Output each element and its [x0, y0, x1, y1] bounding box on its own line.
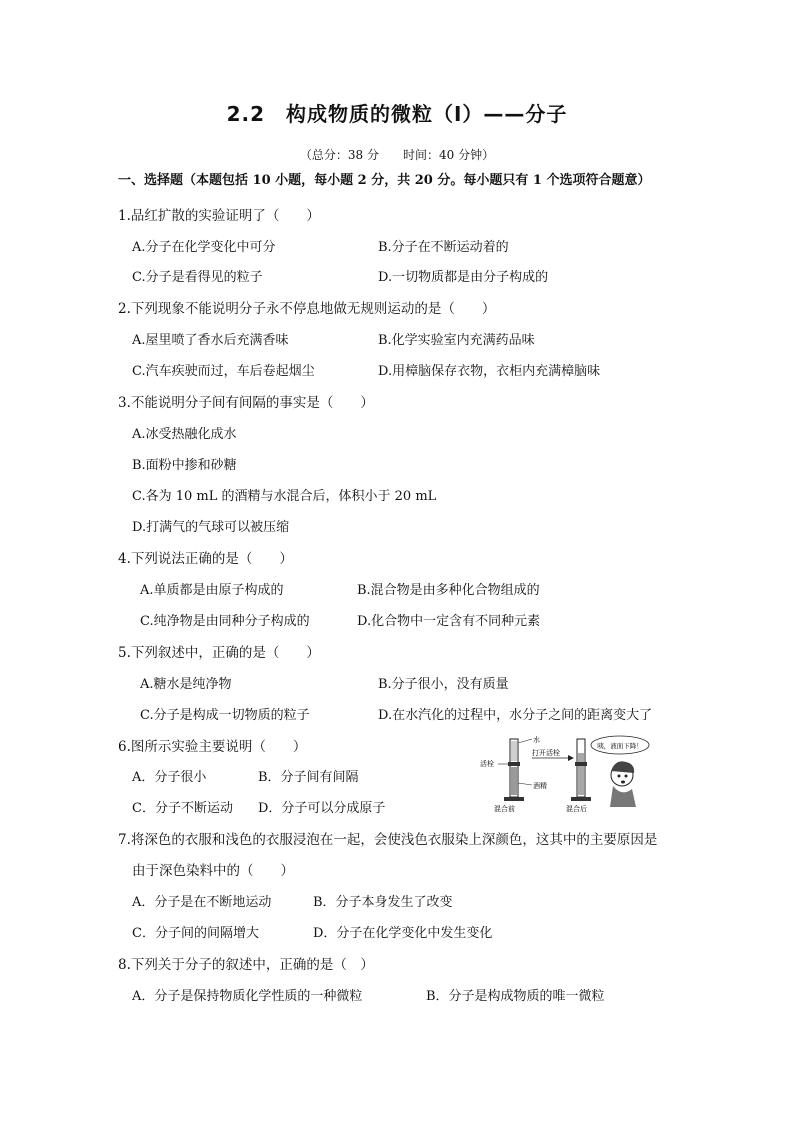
question-3-option-d: D.打满气的气球可以被压缩: [132, 520, 290, 535]
question-8-option-b: B．分子是构成物质的唯一微粒: [426, 989, 605, 1004]
question-8-stem: 8.下列关于分子的叙述中，正确的是（ ）: [118, 957, 374, 973]
question-1-option-d: D.一切物质都是由分子构成的: [378, 270, 549, 285]
question-4-option-d: D.化合物中一定含有不同种元素: [357, 614, 541, 629]
question-2-stem: 2.下列现象不能说明分子永不停息地做无规则运动的是（ ）: [118, 301, 496, 317]
question-7-option-a: A．分子是在不断地运动: [132, 895, 272, 910]
label-after: 混合后: [566, 805, 587, 813]
label-before: 混合前: [494, 805, 515, 813]
page-title: 2.2 构成物质的微粒（Ⅰ）——分子: [226, 102, 568, 126]
question-5-stem: 5.下列叙述中，正确的是（ ）: [118, 645, 320, 661]
question-4-option-b: B.混合物是由多种化合物组成的: [357, 583, 540, 598]
person-illustration: [610, 761, 636, 807]
question-7-option-d: D．分子在化学变化中发生变化: [313, 926, 493, 941]
label-open-plug: 打开活栓: [532, 749, 560, 757]
question-2-option-d: D.用樟脑保存衣物，衣柜内充满樟脑味: [378, 364, 601, 379]
question-5-option-a: A.糖水是纯净物: [140, 677, 232, 692]
question-4-stem: 4.下列说法正确的是（ ）: [118, 551, 293, 567]
question-2-option-c: C.汽车疾驶而过，车后卷起烟尘: [132, 364, 315, 379]
question-6-option-b: B．分子间有间隔: [258, 770, 359, 785]
question-3-option-a: A.冰受热融化成水: [132, 427, 237, 442]
question-6-option-a: A．分子很小: [132, 770, 207, 785]
question-1-option-a: A.分子在化学变化中可分: [132, 240, 276, 255]
question-4-option-c: C.纯净物是由同种分子构成的: [140, 614, 310, 629]
question-1-option-b: B.分子在不断运动着的: [378, 240, 509, 255]
question-6-stem: 6.图所示实验主要说明（ ）: [118, 739, 307, 755]
question-3-option-b: B.面粉中掺和砂糖: [132, 458, 237, 473]
question-1-option-c: C.分子是看得见的粒子: [132, 270, 263, 285]
question-2-option-b: B.化学实验室内充满药品味: [378, 333, 535, 348]
question-6-option-c: C．分子不断运动: [132, 801, 233, 816]
question-3-option-c: C.各为 10 mL 的酒精与水混合后，体积小于 20 mL: [132, 489, 437, 504]
label-alcohol: 酒精: [533, 782, 547, 790]
section-heading: 一、选择题（本题包括 10 小题，每小题 2 分，共 20 分。每小题只有 1 个选项符合题意）: [118, 173, 651, 188]
question-8-option-a: A．分子是保持物质化学性质的一种微粒: [132, 989, 363, 1004]
question-5-option-b: B.分子很小，没有质量: [378, 677, 509, 692]
question-7-stem: 7.将深色的衣服和浅色的衣服浸泡在一起，会使浅色衣服染上深颜色，这其中的主要原因是: [118, 832, 658, 848]
tube-before: [498, 739, 532, 801]
question-5-option-d: D.在水汽化的过程中，水分子之间的距离变大了: [378, 708, 653, 723]
question-7-option-b: B．分子本身发生了改变: [313, 895, 453, 910]
speech-text: 咦，液面下降！: [597, 742, 643, 750]
question-5-option-c: C.分子是构成一切物质的粒子: [140, 708, 310, 723]
mixing-experiment-figure: [480, 733, 650, 813]
label-water: 水: [533, 736, 540, 744]
question-7-option-c: C．分子间的间隔增大: [132, 926, 259, 941]
question-7-stem-continued: 由于深色染料中的（ ）: [132, 863, 294, 879]
label-plug: 活栓: [480, 760, 494, 768]
question-1-stem: 1.品红扩散的实验证明了（ ）: [118, 208, 320, 224]
question-4-option-a: A.单质都是由原子构成的: [140, 583, 284, 598]
question-3-stem: 3.不能说明分子间有间隔的事实是（ ）: [118, 395, 374, 411]
exam-info: （总分：38 分 时间：40 分钟）: [299, 148, 495, 162]
tube-after: [571, 739, 591, 801]
question-6-option-d: D．分子可以分成原子: [258, 801, 386, 816]
question-2-option-a: A.屋里喷了香水后充满香味: [132, 333, 289, 348]
